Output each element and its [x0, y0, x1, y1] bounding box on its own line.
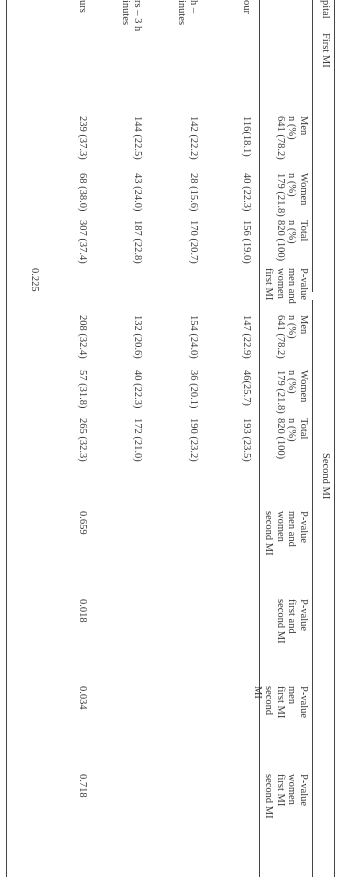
cell-second-men: 154 (24.0)	[188, 315, 199, 359]
cell-second-total: 265 (32.3)	[77, 418, 88, 462]
first-mi-header: First MI	[320, 33, 331, 68]
bottom-rule	[6, 0, 7, 877]
row-label: h – inutes	[176, 0, 199, 26]
header-rule	[259, 0, 260, 877]
col-header-second-women: Women n (%) 179 (21.8)	[275, 370, 309, 414]
second-mi-header: Second MI	[320, 453, 331, 500]
cell-first-women: 40 (22.3)	[241, 173, 252, 212]
group-header-underline-right	[312, 300, 313, 877]
cell-first-women: 43 (24.0)	[132, 173, 143, 212]
row-label: urs	[77, 0, 88, 13]
col-header-first-women: Women n (%) 179 (21.8)	[275, 173, 309, 217]
cell-second-men: 208 (32.4)	[77, 315, 88, 359]
cell-second-men: 147 (22.9)	[241, 315, 252, 359]
cell-second-total: 190 (23.2)	[188, 418, 199, 462]
col-header-first-total: Total n (%) 820 (100)	[275, 220, 309, 262]
col-header-first-men: Men n (%) 641 (78.2)	[275, 116, 309, 160]
top-rule	[334, 0, 335, 877]
cell-second-total: 172 (21.0)	[132, 418, 143, 462]
cell-second-men: 132 (20.6)	[132, 315, 143, 359]
col-header-second-men: Men n (%) 641 (78.2)	[275, 315, 309, 359]
group-header-underline-left	[312, 0, 313, 292]
cell-p-first-second: 0.018	[77, 599, 88, 623]
cell-first-total: 307 (37.4)	[77, 220, 88, 264]
cell-first-women: 68 (38.0)	[77, 173, 88, 212]
cell-second-women: 36 (20.1)	[188, 370, 199, 409]
col-header-second-p: P-value men and women second MI	[263, 511, 309, 556]
cell-second-total: 193 (23.5)	[241, 418, 252, 462]
cell-second-women: 46(25.7)	[241, 370, 252, 406]
cell-p-men: 0.034	[77, 686, 88, 710]
col-header-p-women: P-value women first MI second MI	[263, 774, 309, 819]
cell-p-women: 0.718	[77, 774, 88, 798]
cell-first-men: 142 (22.2)	[188, 116, 199, 160]
cell-first-men: 144 (22.5)	[132, 116, 143, 160]
cell-second-p: 0.659	[77, 511, 88, 535]
left-fragment-header: pital	[320, 0, 331, 19]
cell-second-women: 40 (22.3)	[132, 370, 143, 409]
row-label: rs – 3 h inutes	[120, 0, 143, 32]
row-label: our	[241, 0, 252, 14]
col-header-second-total: Total n (%) 820 (100)	[275, 418, 309, 460]
first-mi-p-value: 0.225	[29, 268, 40, 292]
col-header-first-p: P-value men and women first MI	[263, 268, 309, 304]
col-header-p-first-second: P-value first and second MI	[275, 599, 309, 644]
cell-second-women: 57 (31.8)	[77, 370, 88, 409]
cell-first-women: 28 (15.6)	[188, 173, 199, 212]
cell-first-total: 187 (22.8)	[132, 220, 143, 264]
cell-first-men: 116(18.1)	[241, 116, 252, 157]
col-header-p-men: P-value men first MI second MI	[252, 686, 309, 719]
cell-first-total: 156 (19.0)	[241, 220, 252, 264]
cell-first-men: 239 (37.3)	[77, 116, 88, 160]
cell-first-total: 170 (20.7)	[188, 220, 199, 264]
